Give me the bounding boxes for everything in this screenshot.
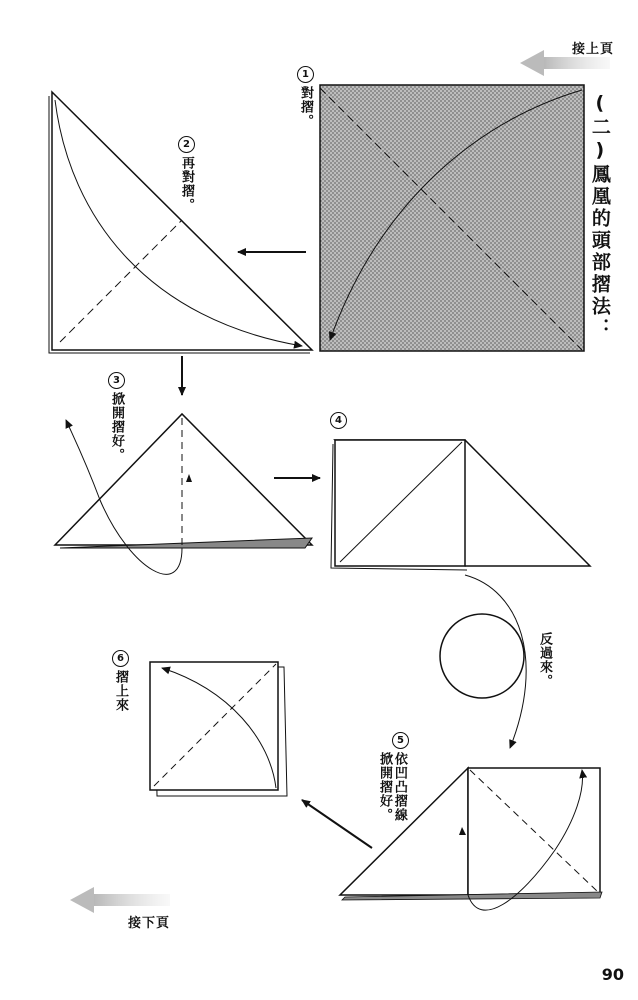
arrow-step5-to-step6 bbox=[302, 800, 372, 848]
step-2-number: 2 bbox=[178, 136, 195, 153]
step-2-text: 再對摺。 bbox=[178, 156, 194, 212]
flip-over-symbol bbox=[440, 575, 526, 748]
step-3-figure bbox=[55, 414, 312, 574]
step-1-figure bbox=[320, 85, 584, 351]
step-6-figure bbox=[150, 662, 287, 796]
prev-page-label[interactable]: 接上頁 bbox=[572, 42, 615, 57]
section-title: (二)鳳凰的頭部摺法： bbox=[588, 92, 611, 340]
flip-note: 反過來。 bbox=[536, 632, 552, 688]
step-3-text: 掀開摺好。 bbox=[108, 392, 124, 462]
step-3-number: 3 bbox=[108, 372, 125, 389]
step-4-number: 4 bbox=[330, 412, 347, 429]
page-number: 90 bbox=[601, 965, 624, 984]
step-2-figure bbox=[49, 92, 312, 353]
next-page-arrow-icon[interactable] bbox=[70, 887, 170, 913]
step-5-text: 依凹凸摺線掀開摺好。 bbox=[376, 752, 407, 822]
step-6-text: 摺上來 bbox=[112, 670, 128, 712]
step-6-number: 6 bbox=[112, 650, 129, 667]
next-page-label[interactable]: 接下頁 bbox=[128, 916, 171, 931]
step-4-figure bbox=[331, 440, 590, 570]
step-5-number: 5 bbox=[392, 732, 409, 749]
step-1-number: 1 bbox=[297, 66, 314, 83]
step-1-text: 對摺。 bbox=[297, 86, 313, 128]
